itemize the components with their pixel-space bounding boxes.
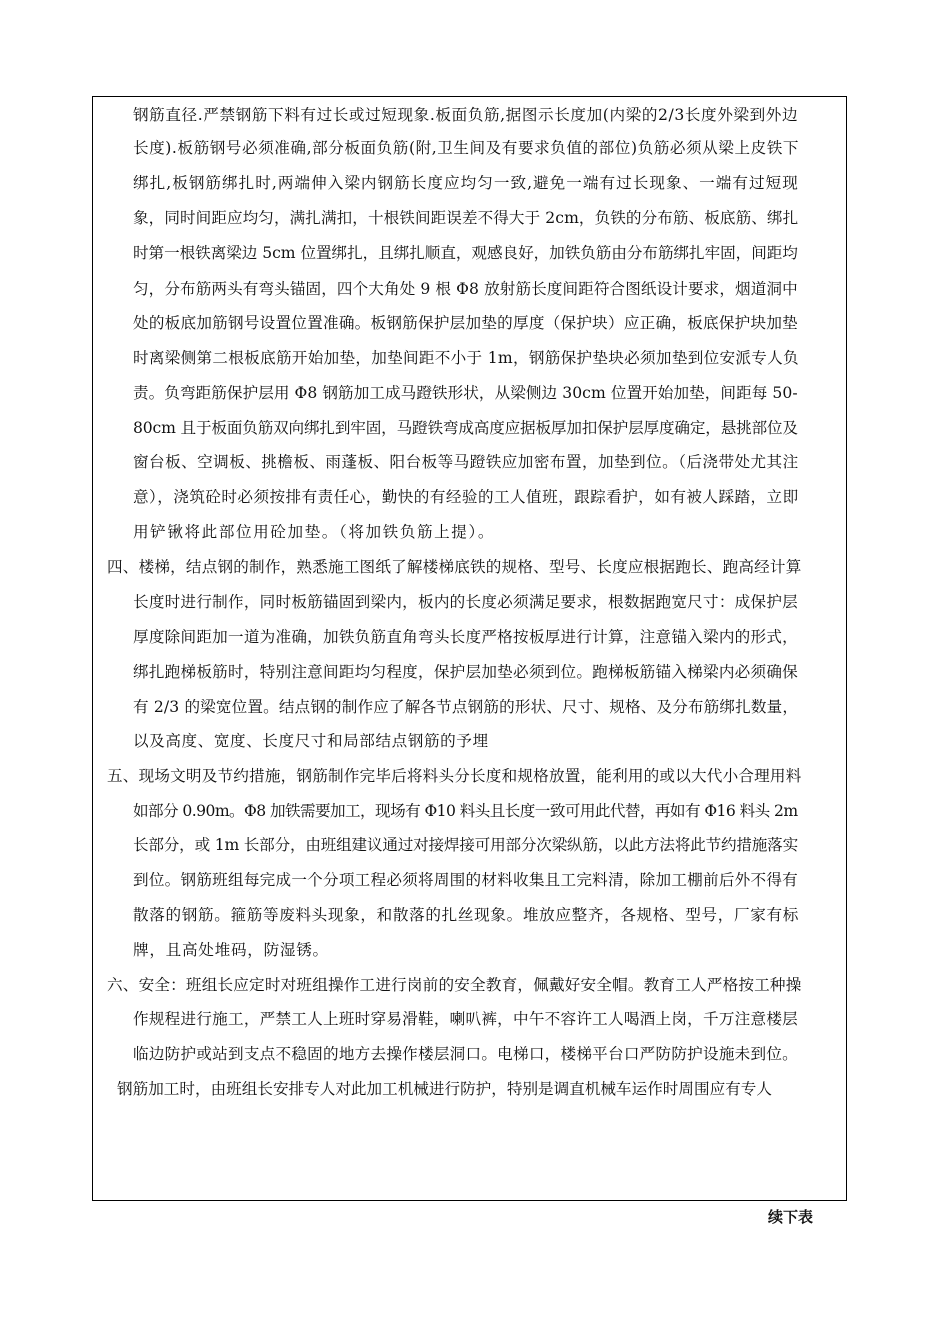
text-line: 时第一根铁离梁边 5cm 位置绑扎，且绑扎顺直，观感良好，加铁负筋由分布筋绑扎牢固，间距均 (133, 244, 798, 262)
text-line: 厚度除间距加一道为准确，加铁负筋直角弯头长度严格按板厚进行计算，注意锚入梁内的形式， (133, 628, 799, 646)
text-line: 意），浇筑砼时必须按排有责任心，勤快的有经验的工人值班，跟踪看护，如有被人踩踏，立即 (133, 488, 799, 506)
text-line: 绑扎,板钢筋绑扎时,两端伸入梁内钢筋长度应均匀一致,避免一端有过长现象、一端有过短现 (133, 174, 799, 192)
text-line: 责。负弯距筋保护层用 Φ8 钢筋加工成马蹬铁形状，从梁侧边 30cm 位置开始加垫，间距每 50- (133, 384, 798, 402)
text-line: 临边防护或站到支点不稳固的地方去操作楼层洞口。电梯口，楼梯平台口严防防护设施未到位。 (133, 1045, 799, 1063)
text-line: 有 2/3 的梁宽位置。结点钢的制作应了解各节点钢筋的形状、尺寸、规格、及分布筋绑扎数量， (133, 698, 799, 716)
text-line: 钢筋加工时，由班组长安排专人对此加工机械进行防护，特别是调直机械车运作时周围应有专人 (117, 1080, 772, 1098)
text-line: 长部分，或 1m 长部分，由班组建议通过对接焊接可用部分次梁纵筋，以此方法将此节约措施落实 (133, 836, 798, 854)
text-line: 五、现场文明及节约措施，钢筋制作完毕后将料头分长度和规格放置，能利用的或以大代小合理用料 (107, 767, 802, 785)
text-line: 四、楼梯，结点钢的制作，熟悉施工图纸了解楼梯底铁的规格、型号、长度应根据跑长、跑高经计算 (107, 558, 802, 576)
continue-note: 续下表 (768, 1208, 814, 1226)
text-line: 处的板底加筋钢号设置位置准确。板钢筋保护层加垫的厚度（保护块）应正确，板底保护块加垫 (133, 314, 799, 332)
text-line: 以及高度、宽度、长度尺寸和局部结点钢筋的予埋 (133, 732, 489, 750)
text-line: 窗台板、空调板、挑檐板、雨蓬板、阳台板等马蹬铁应加密布置，加垫到位。（后浇带处尤其注 (133, 453, 799, 471)
text-line: 作规程进行施工，严禁工人上班时穿易滑鞋，喇叭裤，中午不容许工人喝酒上岗，千万注意楼层 (133, 1010, 799, 1028)
text-line: 绑扎跑梯板筋时，特别注意间距均匀程度，保护层加垫必须到位。跑梯板筋锚入梯梁内必须确保 (133, 663, 799, 681)
text-line: 80cm 且于板面负筋双向绑扎到牢固，马蹬铁弯成高度应据板厚加扣保护层厚度确定，悬挑部位及 (133, 419, 798, 437)
text-line: 匀，分布筋两头有弯头锚固，四个大角处 9 根 Φ8 放射筋长度间距符合图纸设计要求，烟道洞中 (133, 280, 798, 298)
text-line: 时离梁侧第二根板底筋开始加垫，加垫间距不小于 1m，钢筋保护垫块必须加垫到位安派专人负 (133, 349, 799, 367)
content-table-frame (92, 96, 847, 1201)
text-line: 六、安全：班组长应定时对班组操作工进行岗前的安全教育，佩戴好安全帽。教育工人严格按工种操 (107, 976, 802, 994)
text-line: 散落的钢筋。箍筋等废料头现象，和散落的扎丝现象。堆放应整齐，各规格、型号，厂家有标 (133, 906, 799, 924)
text-line: 钢筋直径.严禁钢筋下料有过长或过短现象.板面负筋,据图示长度加(内梁的2/3长度外梁到外边 (133, 106, 799, 124)
text-line: 长度).板筋钢号必须准确,部分板面负筋(附,卫生间及有要求负值的部位)负筋必须从梁上皮铁下 (133, 139, 800, 157)
text-line: 象，同时间距应均匀，满扎满扣，十根铁间距误差不得大于 2cm，负铁的分布筋、板底筋、绑扎 (133, 209, 799, 227)
text-line: 牌，且高处堆码，防湿锈。 (133, 941, 329, 959)
text-line: 如部分 0.90m。Φ8 加铁需要加工，现场有 Φ10 料头且长度一致可用此代替，再如有 Φ16 料头 2m (133, 802, 798, 820)
text-line: 到位。钢筋班组每完成一个分项工程必须将周围的材料收集且工完料清，除加工棚前后外不得有 (133, 871, 799, 889)
text-line: 长度时进行制作，同时板筋锚固到梁内，板内的长度必须满足要求，根数据跑宽尺寸：成保护层 (133, 593, 799, 611)
text-line: 用铲锹将此部位用砼加垫。（将加铁负筋上提）。 (133, 523, 496, 541)
